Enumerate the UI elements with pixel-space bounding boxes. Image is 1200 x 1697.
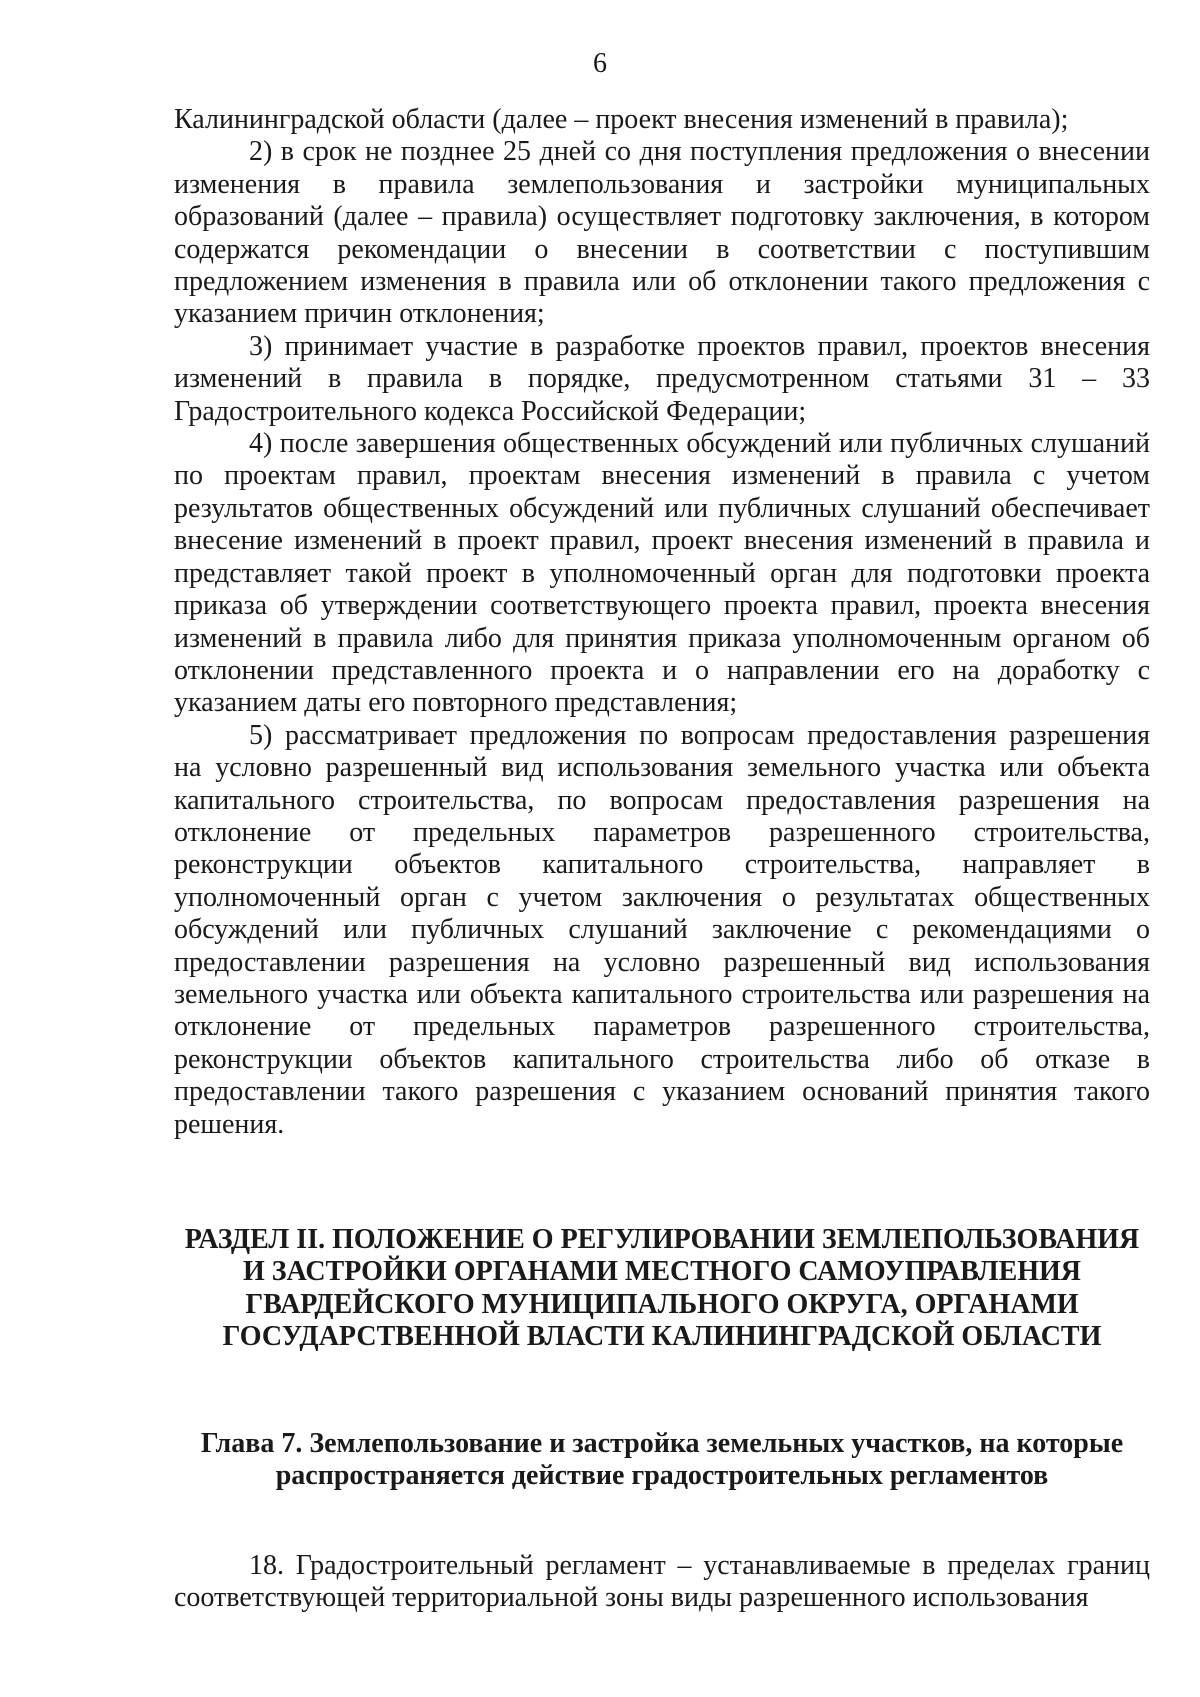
paragraph-intro: Калининградской области (далее – проект внесения изменений в правила); (174, 104, 1069, 135)
section-heading: РАЗДЕЛ II. ПОЛОЖЕНИЕ О РЕГУЛИРОВАНИИ ЗЕМЛЕПОЛЬЗОВАНИЯ И ЗАСТРОЙКИ ОРГАНАМИ МЕСТНОГО САМОУПРАВЛЕНИЯ ГВАРДЕЙСКОГО МУНИЦИПАЛЬНОГО ОКРУГА, ОРГАНАМИ ГОСУДАРСТВЕННОЙ ВЛАСТИ КАЛИНИНГРАДСКОЙ ОБЛАСТИ (184, 1224, 1140, 1353)
paragraph-18: 18. Градостроительный регламент – устанавливаемые в пределах границ соответствующей территориальной зоны виды разрешенного использования (174, 1550, 1150, 1614)
list-item-2: 2) в срок не позднее 25 дней со дня поступления предложения о внесении изменения в правила землепользования и застройки муниципальных образований (далее – правила) осуществляет подготовку заключения, в котором содержатся рекомендации о внесении в соответствии с поступившим предложением изменения в правила или об отклонении такого предложения с указанием причин отклонения; (174, 136, 1150, 330)
page-number: 6 (593, 48, 607, 79)
list-item-3: 3) принимает участие в разработке проектов правил, проектов внесения изменений в правила в порядке, предусмотренном статьями 31 – 33 Градостроительного кодекса Российской Федерации; (174, 330, 1150, 427)
document-body (174, 104, 1150, 1141)
chapter-heading: Глава 7. Землепользование и застройка земельных участков, на которые распространяется действие градостроительных регламентов (200, 1428, 1124, 1492)
list-item-5: 5) рассматривает предложения по вопросам предоставления разрешения на условно разрешенный вид использования земельного участка или объекта капитального строительства, по вопросам предоставления разрешения на отклонение от предельных параметров разрешенного строительства, реконструкции объектов капитального строительства, направляет в уполномоченный орган с учетом заключения о результатах общественных обсуждений или публичных слушаний заключение с рекомендациями о предоставлении разрешения на условно разрешенный вид использования земельного участка или объекта капитального строительства или разрешения на отклонение от предельных параметров разрешенного строительства, реконструкции объектов капитального строительства либо об отказе в предоставлении такого разрешения с указанием оснований принятия такого решения. (174, 719, 1150, 1140)
closing-block (174, 1550, 1150, 1615)
list-item-4: 4) после завершения общественных обсуждений или публичных слушаний по проектам правил, проектам внесения изменений в правила с учетом результатов общественных обсуждений или публичных слушаний обеспечивает внесение изменений в проект правил, проект внесения изменений в правила и представляет такой проект в уполномоченный орган для подготовки проекта приказа об утверждении соответствующего проекта правил, проекта внесения изменений в правила либо для принятия приказа уполномоченным органом об отклонении представленного проекта и о направлении его на доработку с указанием даты его повторного представления; (174, 428, 1150, 719)
